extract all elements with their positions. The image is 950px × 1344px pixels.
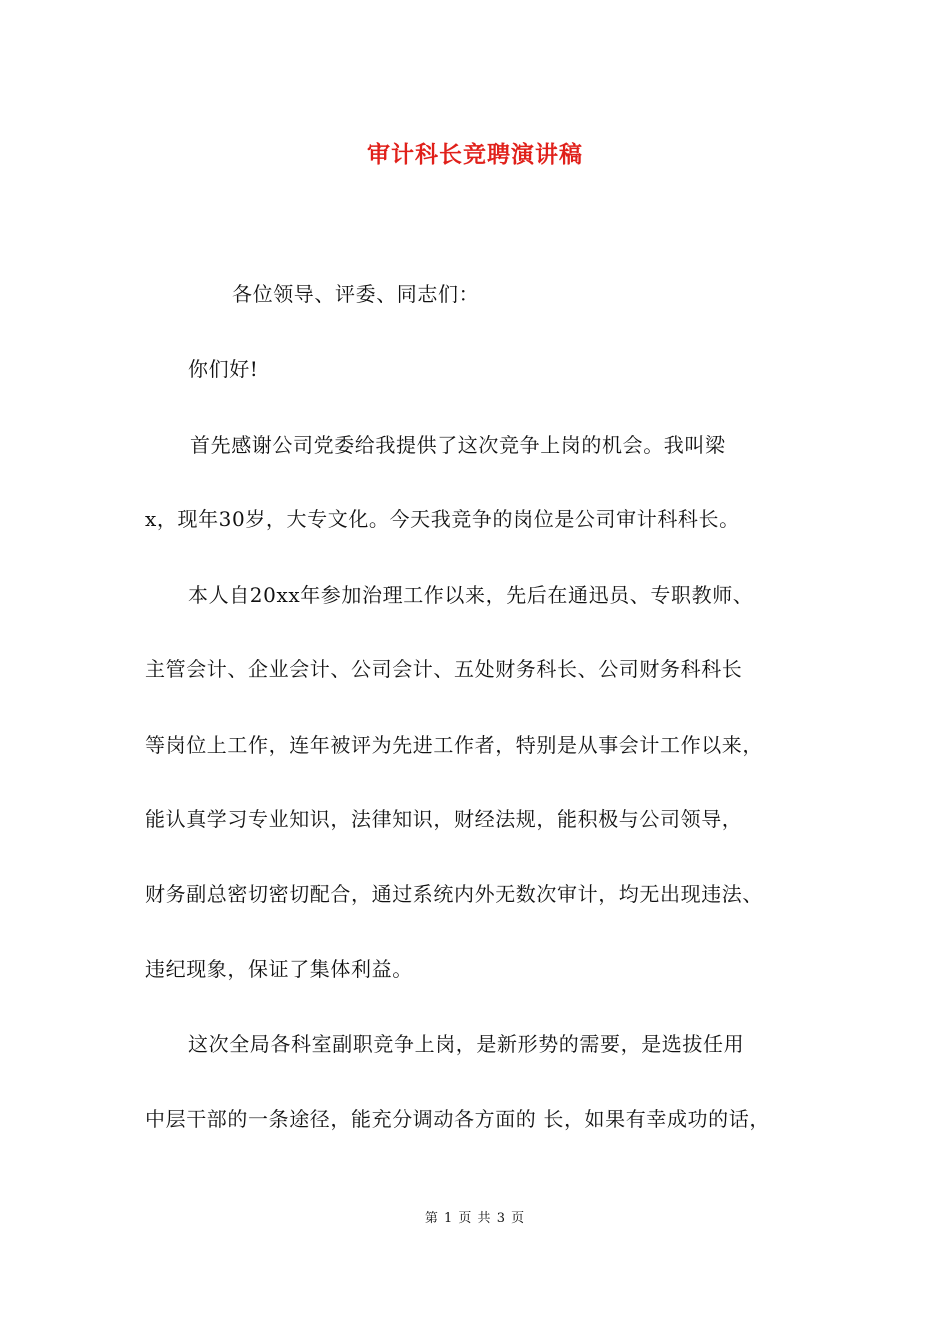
paragraph-line: 中层干部的一条途径，能充分调动各方面的 长，如果有幸成功的话， (145, 1107, 770, 1131)
document-title: 审计科长竞聘演讲稿 (367, 141, 583, 168)
paragraph-line: x，现年30岁，大专文化。今天我竞争的岗位是公司审计科科长。 (145, 507, 740, 531)
paragraph-line: 这次全局各科室副职竞争上岗，是新形势的需要，是选拔任用 (188, 1032, 745, 1056)
paragraph-line: 能认真学习专业知识，法律知识，财经法规，能积极与公司领导， (145, 807, 743, 831)
page-number-footer: 第 1 页 共 3 页 (424, 1211, 526, 1226)
paragraph-line: 本人自20xx年参加治理工作以来，先后在通迅员、专职教师、 (188, 583, 754, 607)
paragraph-line: 财务副总密切密切配合，通过系统内外无数次审计，均无出现违法、 (145, 882, 763, 906)
paragraph-line: 等岗位上工作，连年被评为先进工作者，特别是从事会计工作以来， (145, 733, 763, 757)
paragraph-line: 违纪现象，保证了集体利益。 (145, 957, 413, 981)
paragraph-line: 你们好! (188, 357, 259, 381)
paragraph-line: 各位领导、评委、同志们： (232, 282, 480, 306)
paragraph-line: 首先感谢公司党委给我提供了这次竞争上岗的机会。我叫梁 (190, 433, 726, 457)
paragraph-line: 主管会计、企业会计、公司会计、五处财务科长、公司财务科科长 (145, 657, 743, 681)
